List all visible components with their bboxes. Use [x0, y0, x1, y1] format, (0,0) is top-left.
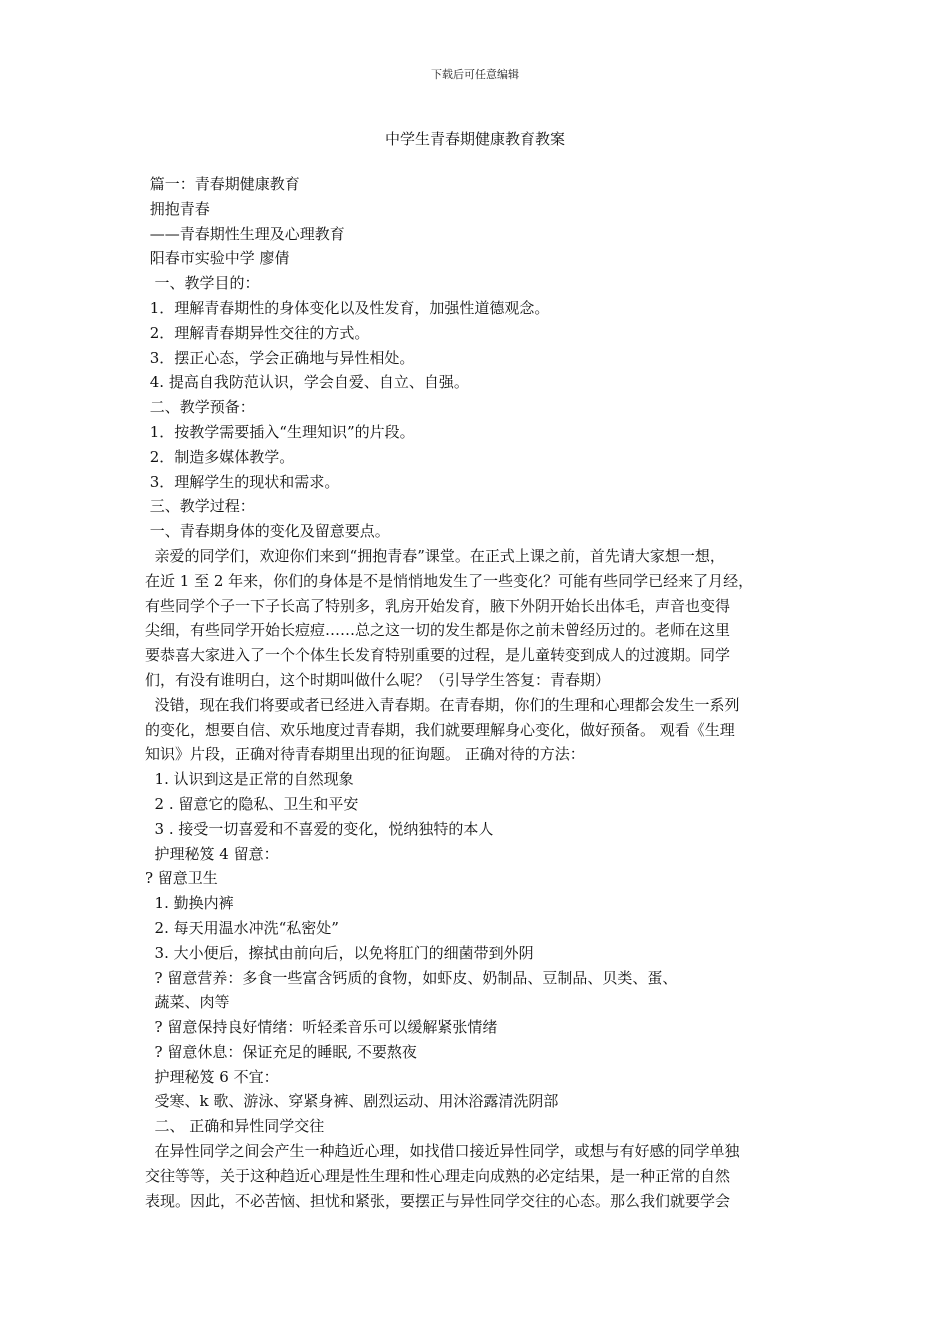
- text-line: 三、教学过程：: [145, 497, 255, 516]
- text-line: 有些同学个子一下子长高了特别多，乳房开始发育，腋下外阴开始长出体毛，声音也变得: [145, 596, 731, 615]
- text-line: ? 留意营养：多食一些富含钙质的食物，如虾皮、奶制品、豆制品、贝类、蛋、: [145, 968, 678, 987]
- text-line: 表现。因此，不必苦恼、担忧和紧张，要摆正与异性同学交往的心态。那么我们就要学会: [145, 1191, 731, 1210]
- text-line: 二、 正确和异性同学交往: [145, 1117, 325, 1136]
- text-line: 受寒、k 歌、游泳、穿紧身裤、剧烈运动、用沐浴露清洗阴部: [145, 1092, 559, 1111]
- document-body: [145, 172, 811, 1213]
- text-line: 护理秘笈 4 留意：: [145, 844, 279, 863]
- text-line: 知识》片段，正确对待青春期里出现的征询题。 正确对待的方法：: [145, 745, 585, 764]
- text-line: 1. 认识到这是正常的自然现象: [145, 770, 354, 789]
- text-line: 3．理解学生的现状和需求。: [145, 472, 340, 491]
- text-line: 拥抱青春: [145, 199, 210, 218]
- text-line: 3．摆正心态，学会正确地与异性相处。: [145, 348, 415, 367]
- text-line: 1. 勤换内裤: [145, 894, 234, 913]
- text-line: 亲爱的同学们，欢迎你们来到“拥抱青春”课堂。在正式上课之前，首先请大家想一想，: [145, 546, 725, 565]
- text-line: ? 留意保持良好情绪：听轻柔音乐可以缓解紧张情绪: [145, 1018, 498, 1037]
- text-line: 3 . 接受一切喜爱和不喜爱的变化，悦纳独特的本人: [145, 819, 494, 838]
- text-line: ? 留意休息：保证充足的睡眠, 不要熬夜: [145, 1042, 417, 1061]
- text-line: 们，有没有谁明白，这个时期叫做什么呢？（引导学生答复：青春期）: [145, 670, 611, 689]
- text-line: 2．制造多媒体教学。: [145, 447, 295, 466]
- text-line: 蔬菜、肉等: [145, 993, 230, 1012]
- text-line: 在近 1 至 2 年来，你们的身体是不是悄悄地发生了一些变化？可能有些同学已经来了月经，: [145, 571, 754, 590]
- text-line: 一、教学目的：: [145, 274, 260, 293]
- text-line: 1．按教学需要插入“生理知识”的片段。: [145, 422, 415, 441]
- text-line: 二、教学预备：: [145, 398, 255, 417]
- text-line: 2. 每天用温水冲洗“私密处”: [145, 918, 339, 937]
- text-line: 的变化，想要自信、欢乐地度过青春期，我们就要理解身心变化，做好预备。 观看《生理: [145, 720, 735, 739]
- text-line: 4. 提高自我防范认识，学会自爱、自立、自强。: [145, 373, 469, 392]
- text-line: 3. 大小便后，擦拭由前向后，以免将肛门的细菌带到外阴: [145, 943, 534, 962]
- text-line: 要恭喜大家进入了一个个体生长发育特别重要的过程，是儿童转变到成人的过渡期。同学: [145, 646, 731, 665]
- text-line: 2 . 留意它的隐私、卫生和平安: [145, 794, 359, 813]
- text-line: 交往等等，关于这种趋近心理是性生理和性心理走向成熟的必定结果，是一种正常的自然: [145, 1166, 731, 1185]
- text-line: 尖细，有些同学开始长痘痘……总之这一切的发生都是你之前未曾经历过的。老师在这里: [145, 621, 731, 640]
- text-line: 1．理解青春期性的身体变化以及性发育，加强性道德观念。: [145, 298, 550, 317]
- text-line: ——青春期性生理及心理教育: [145, 224, 345, 243]
- text-line: 没错，现在我们将要或者已经进入青春期。在青春期，你们的生理和心理都会发生一系列: [145, 695, 740, 714]
- text-line: ? 留意卫生: [145, 869, 218, 888]
- text-line: 2．理解青春期异性交往的方式。: [145, 323, 370, 342]
- download-note: 下载后可任意编辑: [431, 68, 519, 81]
- text-line: 在异性同学之间会产生一种趋近心理，如找借口接近异性同学，或想与有好感的同学单独: [145, 1142, 740, 1161]
- document-title: 中学生青春期健康教育教案: [384, 130, 565, 148]
- text-line: 阳春市实验中学 廖倩: [145, 249, 290, 268]
- text-line: 一、青春期身体的变化及留意要点。: [145, 522, 390, 541]
- text-line: 篇一：青春期健康教育: [145, 175, 300, 193]
- text-line: 护理秘笈 6 不宜：: [145, 1067, 279, 1086]
